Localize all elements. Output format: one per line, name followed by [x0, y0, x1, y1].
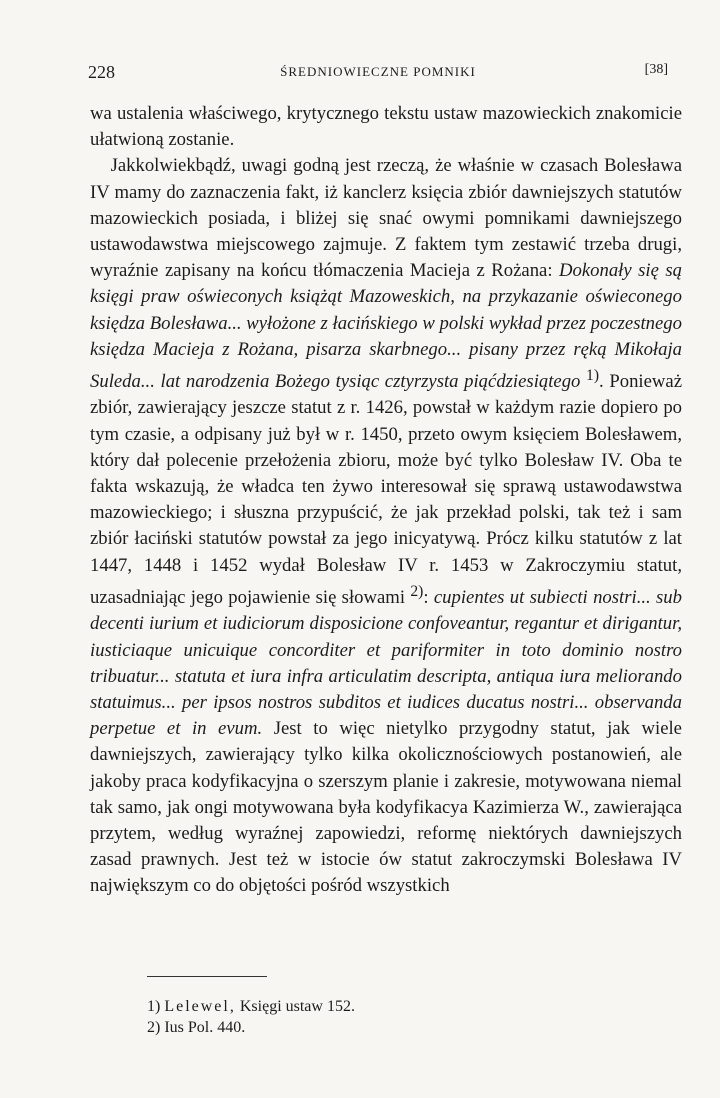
body-text: [90, 101, 682, 900]
paragraph-1: wa ustalenia właściwego, krytycznego tekstu ustaw mazowieckich znakomicie ułatwioną zostanie.: [90, 103, 682, 151]
page-header: [88, 62, 668, 86]
footnotes: [147, 996, 355, 1038]
footnote-2: [147, 1017, 355, 1038]
footnote-1-author: Lelewel,: [164, 998, 236, 1015]
footnote-1-mark: 1): [147, 998, 161, 1015]
latin-quotation: cupientes ut subiecti nostri... sub decenti iurium et iudiciorum disposicione confoveantur, regantur et dirigantur, iusticiaque unicuique concorditer et pariformiter in toto dominio nostro tribuatur... statuta et iura infra articulatim descripta, antiqua iura meliorando statuimus... per ipsos nostros subditos et iudices ducatus nostri... observanda perpetue et in evum.: [90, 587, 682, 740]
paragraph-2: Jakkolwiekbądź, uwagi godną jest rzeczą, że właśnie w czasach Bolesława IV mamy do zaznaczenia fakt, iż kanclerz księcia zbiór dawniejszych statutów mazowieckich posiada, i bliżej się snać owymi pomnikami dawniejszego ustawodawstwa miejscowego zajmuje. Z faktem tym zestawić trzeba drugi, wyraźnie zapisany na końcu tłómaczenia Macieja z Rożana: Dokonały się są księgi praw oświeconych książąt Mazoweskich, na przykazanie oświeconego księdza Bolesława... wyłożone z łacińskiego w polski wykład przez poczestnego księdza Macieja z Rożana, pisarza skarbnego... pisany przez ręką Mikołaja Suleda... lat narodzenia Bożego tysiąc cztyrzysta piąćdziesiątego $^{1)}$. Ponieważ zbiór, zawierający jeszcze statut z r. 1426, powstał w każdym razie dopiero po tym czasie, a odpisany już był w r. 1450, przeto owym księciem Bolesławem, który dał polecenie przełożenia zbioru, może być tylko Bolesław IV. Oba te fakta wskazują, że władca ten żywo interesował się sprawą ustawodawstwa mazowieckiego; i słuszna przypuścić, że jak przekład polski, tak też i sam zbiór łaciński statutów powstał za jego inicyatywą. Prócz kilku statutów z lat 1447, 1448 i 1452 wydał Bolesław IV r. 1453 w Zakroczymiu statut, uzasadniając jego pojawienie się słowami $^{2)}$: cupientes ut subiecti nostri... sub decenti iurium et iudiciorum disposicione confoveantur, regantur et dirigantur, iusticiaque unicuique concorditer et pariformiter in toto dominio nostro tribuatur... statuta et iura infra articulatim descripta, antiqua iura meliorando statuimus... per ipsos nostros subditos et iudices ducatus nostri... observanda perpetue et in evum. Jest to więc nietylko przygodny statut, jak wiele dawniejszych, zawierający tylko kilka okolicznościowych postanowień, ale jakoby praca kodyfikacyjna o szerszym planie i zakresie, motywowana niemal tak samo, jak ongi motywowana była kodyfikacya Kazimierza W., zawierająca przytem, według wyraźnej zapowiedzi, reformę niektórych dawniejszych zasad prawnych. Jest też w istocie ów statut zakroczymski Bolesława IV największym co do objętości pośród wszystkich: [90, 155, 683, 897]
footnote-ref-1[interactable]: 1): [586, 367, 600, 385]
section-number: [38]: [644, 62, 668, 77]
paragraph-2-start: Jakkolwiekbądź, uwagi godną jest rzeczą, że właśnie w czasach Bolesława IV mamy do zaznaczenia fakt, iż kanclerz księcia zbiór dawniejszych statutów mazowieckich posiada, i bliżej się snać owymi pomnikami dawniejszego ustawodawstwa miejscowego zajmuje. Z faktem tym zestawić trzeba drugi, wyraźnie zapisany na końcu tłómaczenia Macieja z Rożana:: [90, 155, 682, 282]
paragraph-2-middle: Ponieważ zbiór, zawierający jeszcze statut z r. 1426, powstał w każdym razie dopiero po tym czasie, a odpisany już był w r. 1450, przeto owym księciem Bolesławem, który dał polecenie przełożenia zbioru, może być tylko Bolesław IV. Oba te fakta wskazują, że władca ten żywo interesował się sprawą ustawodawstwa mazowieckiego; i słuszna przypuścić, że jak przekład polski, tak też i sam zbiór łaciński statutów powstał za jego inicyatywą. Prócz kilku statutów z lat 1447, 1448 i 1452 wydał Bolesław IV r. 1453 w Zakroczymiu statut, uzasadniając jego pojawienie się słowami: [90, 371, 682, 609]
polish-quotation: Dokonały się są księgi praw oświeconych książąt Mazoweskich, na przykazanie oświeconego księdza Bolesława... wyłożone z łacińskiego w polski wykład przez poczestnego księdza Macieja z Rożana, pisarza skarbnego... pisany przez ręką Mikołaja Suleda... lat narodzenia Bożego tysiąc cztyrzysta piąćdziesiątego: [90, 260, 683, 393]
footnote-2-text: Ius Pol. 440.: [164, 1019, 246, 1036]
footnote-1: [147, 996, 355, 1017]
footnote-ref-2[interactable]: 2): [410, 582, 424, 600]
footnote-1-text: Księgi ustaw 152.: [239, 998, 355, 1015]
running-title: ŚREDNIOWIECZNE POMNIKI: [280, 64, 476, 79]
footnote-2-mark: 2): [147, 1019, 161, 1036]
page-number: 228: [88, 62, 115, 82]
footnote-divider: [147, 976, 267, 977]
paragraph-2-end: Jest to więc nietylko przygodny statut, jak wiele dawniejszych, zawierający tylko kilka okolicznościowych postanowień, ale jakoby praca kodyfikacyjna o szerszym planie i zakresie, motywowana niemal tak samo, jak ongi motywowana była kodyfikacya Kazimierza W., zawierająca przytem, według wyraźnej zapowiedzi, reformę niektórych dawniejszych zasad prawnych. Jest też w istocie ów statut zakroczymski Bolesława IV największym co do objętości pośród wszystkich: [90, 718, 682, 897]
